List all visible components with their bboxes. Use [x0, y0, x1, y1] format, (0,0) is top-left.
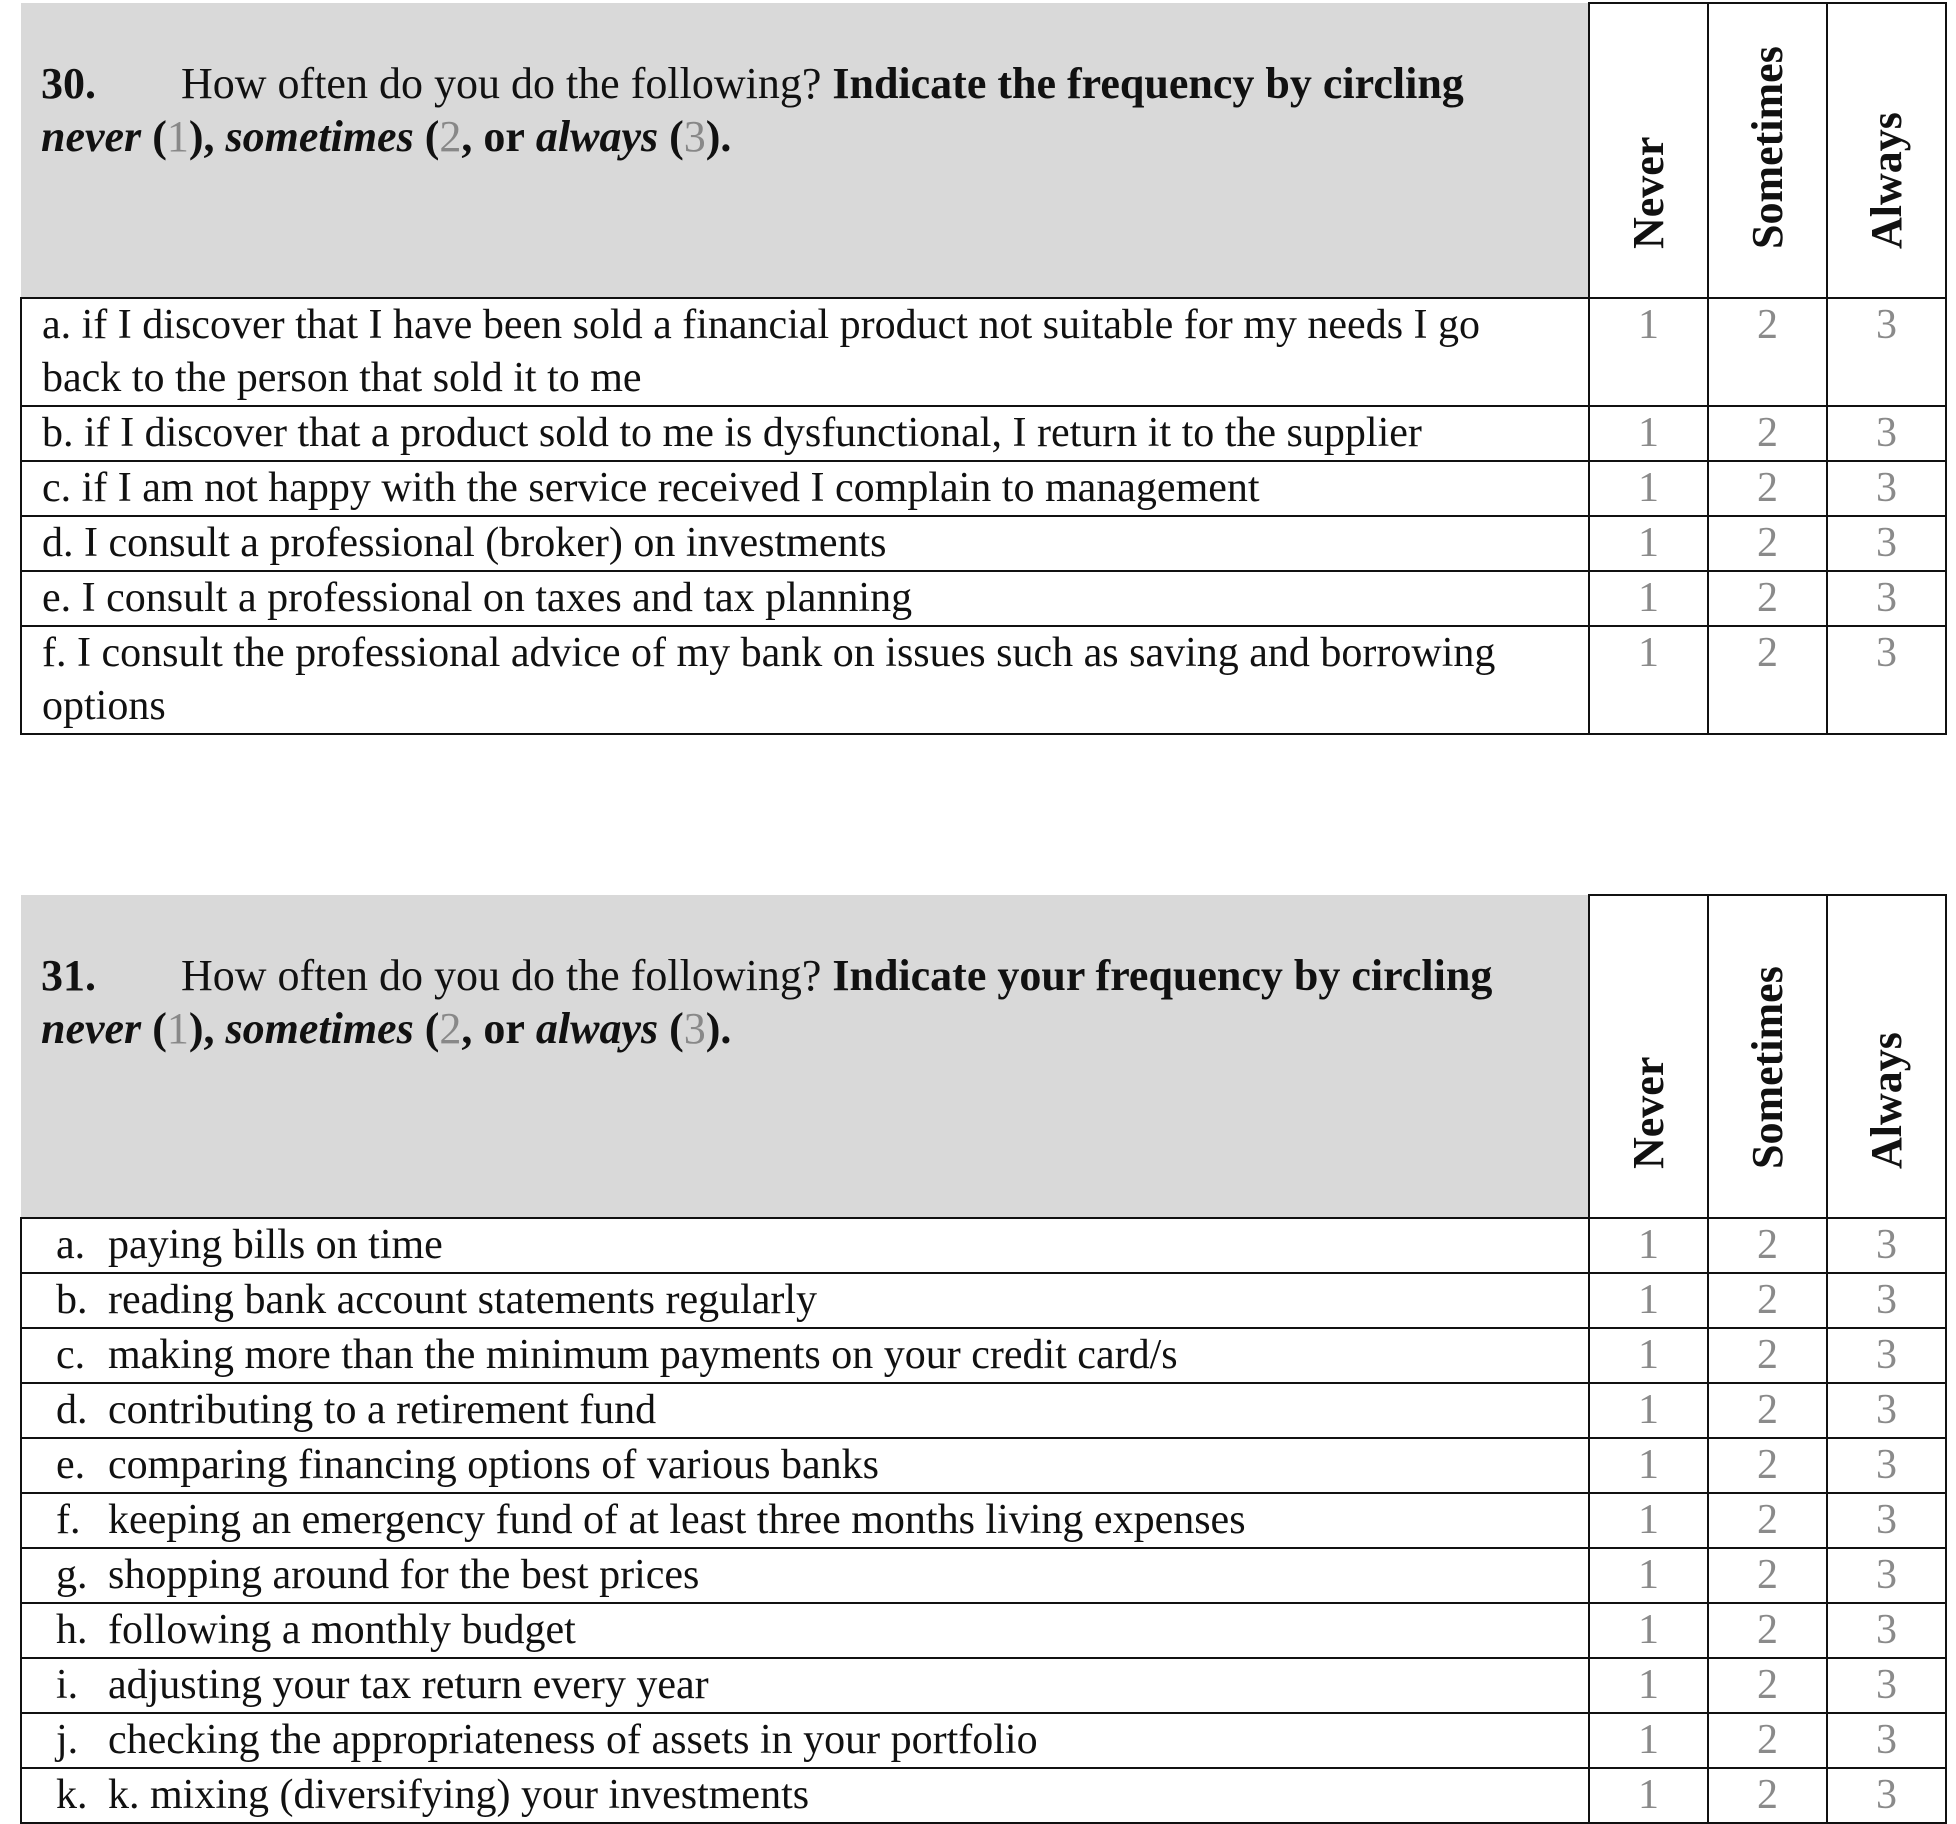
- statement-cell: [21, 1438, 1589, 1493]
- rating-option-sometimes[interactable]: 2: [1708, 571, 1827, 626]
- table-row: [21, 1383, 1946, 1438]
- rating-option-always[interactable]: 3: [1827, 1713, 1946, 1768]
- statement-text: k. mixing (diversifying) your investments: [108, 1772, 810, 1818]
- statement-cell: [21, 1273, 1589, 1328]
- table-row: [21, 1328, 1946, 1383]
- question-instruction: Indicate the frequency by circling: [832, 59, 1464, 108]
- rating-option-sometimes[interactable]: 2: [1708, 298, 1827, 406]
- column-header-label: Sometimes: [1742, 966, 1792, 1169]
- table-row: [21, 626, 1946, 734]
- item-letter: g.: [56, 1552, 88, 1598]
- statement-text: checking the appropriateness of assets in your portfolio: [108, 1717, 1038, 1763]
- option-sometimes-code: 2: [439, 1004, 462, 1053]
- column-header-label: Never: [1623, 1056, 1673, 1169]
- item-letter: k.: [56, 1772, 88, 1818]
- statement-cell: [21, 1218, 1589, 1273]
- item-letter: d.: [56, 1387, 88, 1433]
- rating-option-sometimes[interactable]: 2: [1708, 1658, 1827, 1713]
- rating-option-never[interactable]: 1: [1589, 626, 1708, 734]
- rating-option-never[interactable]: 1: [1589, 1218, 1708, 1273]
- question-30-header-row: [21, 3, 1946, 298]
- rating-option-sometimes[interactable]: 2: [1708, 1273, 1827, 1328]
- rating-option-sometimes[interactable]: 2: [1708, 626, 1827, 734]
- column-header-label: Always: [1861, 112, 1911, 249]
- table-row: [21, 1603, 1946, 1658]
- option-never-code: 1: [166, 112, 189, 161]
- rating-option-sometimes[interactable]: 2: [1708, 1548, 1827, 1603]
- option-never-label: never: [41, 1004, 142, 1053]
- statement-cell: [21, 1328, 1589, 1383]
- rating-option-sometimes[interactable]: 2: [1708, 1493, 1827, 1548]
- column-header-label: Never: [1623, 136, 1673, 249]
- option-or: , or: [461, 112, 525, 161]
- statement-text: e. I consult a professional on taxes and tax planning: [21, 571, 1589, 626]
- option-sometimes-code: 2: [439, 112, 462, 161]
- table-row: [21, 1438, 1946, 1493]
- question-31-prompt-cell: [21, 895, 1589, 1218]
- option-always-code: 3: [683, 1004, 706, 1053]
- table-row: [21, 1218, 1946, 1273]
- statement-cell: [21, 1658, 1589, 1713]
- question-30-prompt: 30. How often do you do the following? Indicate the frequency by circling never (1), sometimes (2, or always (3).: [41, 59, 1464, 161]
- table-row: [21, 1768, 1946, 1823]
- question-30-table: [20, 2, 1947, 735]
- question-prompt: How often do you do the following?: [181, 951, 822, 1000]
- option-never-code: 1: [166, 1004, 189, 1053]
- statement-text: shopping around for the best prices: [108, 1552, 700, 1598]
- question-31-prompt: 31. How often do you do the following? Indicate your frequency by circling never (1), sometimes (2, or always (3).: [41, 951, 1493, 1053]
- column-header-sometimes: [1708, 3, 1827, 298]
- rating-option-never[interactable]: 1: [1589, 1658, 1708, 1713]
- statement-text: making more than the minimum payments on your credit card/s: [108, 1332, 1178, 1378]
- rating-option-never[interactable]: 1: [1589, 516, 1708, 571]
- statement-text: contributing to a retirement fund: [108, 1387, 657, 1433]
- table-row: [21, 461, 1946, 516]
- rating-option-always[interactable]: 3: [1827, 461, 1946, 516]
- table-row: [21, 1548, 1946, 1603]
- statement-text: following a monthly budget: [108, 1607, 576, 1653]
- question-30-prompt-cell: [21, 3, 1589, 298]
- rating-option-never[interactable]: 1: [1589, 406, 1708, 461]
- rating-option-sometimes[interactable]: 2: [1708, 461, 1827, 516]
- rating-option-sometimes[interactable]: 2: [1708, 1768, 1827, 1823]
- column-header-label: Always: [1861, 1032, 1911, 1169]
- rating-option-never[interactable]: 1: [1589, 1713, 1708, 1768]
- rating-option-sometimes[interactable]: 2: [1708, 1603, 1827, 1658]
- rating-option-always[interactable]: 3: [1827, 1328, 1946, 1383]
- statement-cell: [21, 1713, 1589, 1768]
- statement-cell: [21, 1493, 1589, 1548]
- question-31-table: [20, 894, 1947, 1824]
- statement-text: b. if I discover that a product sold to me is dysfunctional, I return it to the supplier: [21, 406, 1589, 461]
- column-header-always: [1827, 3, 1946, 298]
- rating-option-sometimes[interactable]: 2: [1708, 1218, 1827, 1273]
- statement-text: keeping an emergency fund of at least three months living expenses: [108, 1497, 1246, 1543]
- rating-option-sometimes[interactable]: 2: [1708, 516, 1827, 571]
- rating-option-never[interactable]: 1: [1589, 1383, 1708, 1438]
- question-instruction: Indicate your frequency by circling: [832, 951, 1493, 1000]
- rating-option-sometimes[interactable]: 2: [1708, 1383, 1827, 1438]
- item-letter: a.: [56, 1222, 86, 1268]
- item-letter: c.: [56, 1332, 86, 1378]
- table-row: [21, 1713, 1946, 1768]
- statement-text: adjusting your tax return every year: [108, 1662, 709, 1708]
- rating-option-always[interactable]: 3: [1827, 1438, 1946, 1493]
- rating-option-always[interactable]: 3: [1827, 1603, 1946, 1658]
- statement-cell: [21, 1383, 1589, 1438]
- statement-cell: [21, 1548, 1589, 1603]
- statement-text: reading bank account statements regularly: [108, 1277, 818, 1323]
- item-letter: e.: [56, 1442, 86, 1488]
- rating-option-never[interactable]: 1: [1589, 1273, 1708, 1328]
- rating-option-always[interactable]: 3: [1827, 1548, 1946, 1603]
- rating-option-never[interactable]: 1: [1589, 1493, 1708, 1548]
- rating-option-never[interactable]: 1: [1589, 1438, 1708, 1493]
- rating-option-sometimes[interactable]: 2: [1708, 1438, 1827, 1493]
- question-prompt: How often do you do the following?: [181, 59, 822, 108]
- rating-option-always[interactable]: 3: [1827, 1768, 1946, 1823]
- question-number: 31.: [41, 951, 96, 1000]
- option-sometimes-label: sometimes: [225, 112, 414, 161]
- option-always-label: always: [535, 1004, 659, 1053]
- item-letter: j.: [56, 1717, 79, 1763]
- item-letter: i.: [56, 1662, 79, 1708]
- statement-text: paying bills on time: [108, 1222, 443, 1268]
- rating-option-never[interactable]: 1: [1589, 1768, 1708, 1823]
- statement-cell: [21, 1768, 1589, 1823]
- table-row: [21, 406, 1946, 461]
- option-always-code: 3: [683, 112, 706, 161]
- statement-text: c. if I am not happy with the service received I complain to management: [21, 461, 1589, 516]
- table-row: [21, 1658, 1946, 1713]
- statement-text: comparing financing options of various banks: [108, 1442, 880, 1488]
- table-row: [21, 1273, 1946, 1328]
- option-always-label: always: [535, 112, 659, 161]
- statement-text: d. I consult a professional (broker) on investments: [21, 516, 1589, 571]
- rating-option-always[interactable]: 3: [1827, 298, 1946, 406]
- table-row: [21, 571, 1946, 626]
- statement-text: f. I consult the professional advice of my bank on issues such as saving and borrowing options: [21, 626, 1589, 734]
- rating-option-always[interactable]: 3: [1827, 516, 1946, 571]
- rating-option-always[interactable]: 3: [1827, 406, 1946, 461]
- column-header-sometimes: [1708, 895, 1827, 1218]
- rating-option-always[interactable]: 3: [1827, 571, 1946, 626]
- option-or: , or: [461, 1004, 525, 1053]
- rating-option-never[interactable]: 1: [1589, 1603, 1708, 1658]
- rating-option-sometimes[interactable]: 2: [1708, 406, 1827, 461]
- table-row: [21, 1493, 1946, 1548]
- column-header-never: [1589, 895, 1708, 1218]
- column-header-never: [1589, 3, 1708, 298]
- question-31-header-row: [21, 895, 1946, 1218]
- column-header-always: [1827, 895, 1946, 1218]
- rating-option-always[interactable]: 3: [1827, 1658, 1946, 1713]
- rating-option-never[interactable]: 1: [1589, 461, 1708, 516]
- item-letter: h.: [56, 1607, 88, 1653]
- rating-option-sometimes[interactable]: 2: [1708, 1328, 1827, 1383]
- rating-option-never[interactable]: 1: [1589, 571, 1708, 626]
- rating-option-never[interactable]: 1: [1589, 1328, 1708, 1383]
- item-letter: f.: [56, 1497, 81, 1543]
- column-header-label: Sometimes: [1742, 46, 1792, 249]
- rating-option-always[interactable]: 3: [1827, 1383, 1946, 1438]
- option-sometimes-label: sometimes: [225, 1004, 414, 1053]
- statement-cell: [21, 1603, 1589, 1658]
- statement-text: a. if I discover that I have been sold a financial product not suitable for my needs I go back to the person that sold it to me: [21, 298, 1589, 406]
- rating-option-never[interactable]: 1: [1589, 1548, 1708, 1603]
- table-row: [21, 516, 1946, 571]
- rating-option-always[interactable]: 3: [1827, 1493, 1946, 1548]
- rating-option-never[interactable]: 1: [1589, 298, 1708, 406]
- rating-option-always[interactable]: 3: [1827, 626, 1946, 734]
- rating-option-always[interactable]: 3: [1827, 1273, 1946, 1328]
- item-letter: b.: [56, 1277, 88, 1323]
- rating-option-sometimes[interactable]: 2: [1708, 1713, 1827, 1768]
- rating-option-always[interactable]: 3: [1827, 1218, 1946, 1273]
- option-never-label: never: [41, 112, 142, 161]
- table-row: [21, 298, 1946, 406]
- question-number: 30.: [41, 59, 96, 108]
